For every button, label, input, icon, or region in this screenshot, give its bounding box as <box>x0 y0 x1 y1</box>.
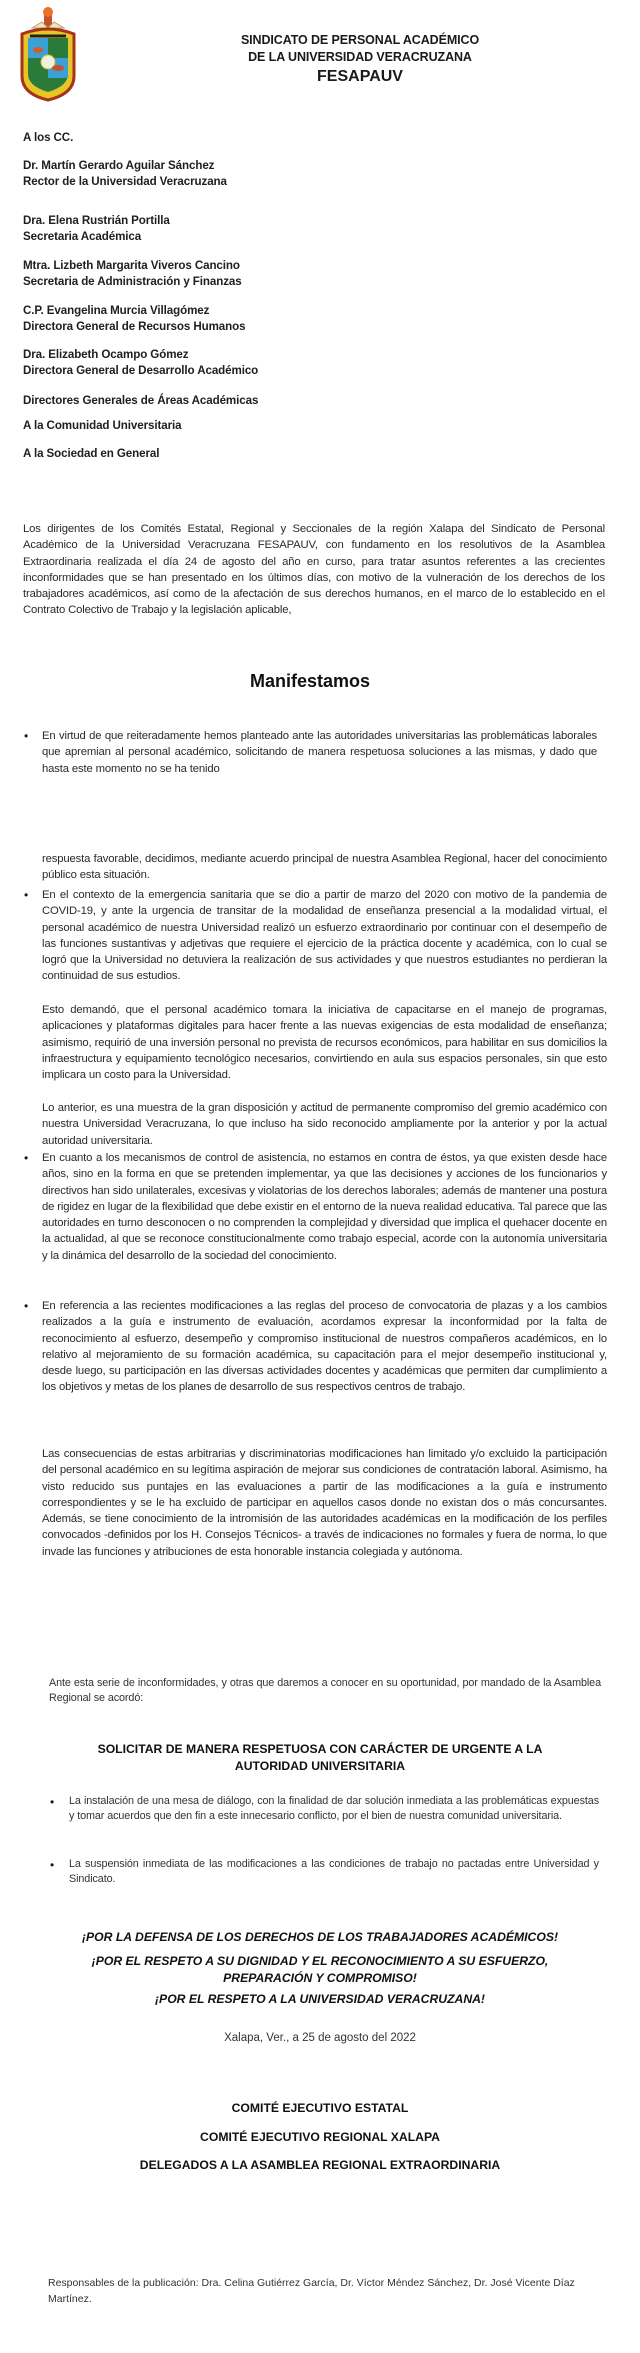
point-3: En cuanto a los mecanismos de control de asistencia, no estamos en contra de éstos, ya que existen desde hace años, sino en la forma en que se pretenden implementar, ya que las decisiones y acciones de los funcionarios y directivos han sido unilaterales, excesivas y violatorias de los derechos laborales; además de mantener una postura de rigidez en lugar de la flexibilidad que debe existir en el entorno de la nueva realidad educativa. Tal parece que las autoridades en turno desconocen o no comprenden la complejidad y diversidad que implica el quehacer docente en la actualidad, al que se reconoce constitucionalmente como trabajo especial, acorde con la autonomía universitaria y la dinámica del desarrollo de la sociedad del conocimiento. <box>42 1152 607 1262</box>
signatory-delegates: DELEGADOS A LA ASAMBLEA REGIONAL EXTRAORDINARIA <box>139 2158 501 2172</box>
addressee-title: Secretaria Académica <box>23 229 142 243</box>
union-name-line1: SINDICATO DE PERSONAL ACADÉMICO <box>240 33 480 47</box>
addressee-4 <box>23 303 245 334</box>
addressee-1 <box>23 158 227 189</box>
place-date: Xalapa, Ver., a 25 de agosto del 2022 <box>224 2032 416 2044</box>
slogan-2 <box>0 1953 640 1986</box>
addressee-name: Dra. Elena Rustrián Portilla <box>23 214 170 227</box>
document-header <box>150 32 570 88</box>
addressee-group-directors: Directores Generales de Áreas Académicas <box>23 394 259 407</box>
request-1: La instalación de una mesa de diálogo, con la finalidad de dar solución inmediata a las problemáticas expuestas y tomar acuerdos que den fin a este innecesario conflicto, por el bien de nuestra comunidad universitaria. <box>69 1795 599 1823</box>
point-2-conclusion: Lo anterior, es una muestra de la gran disposición y actitud de permanente compromiso del gremio académico con nuestra Universidad Veracruzana, lo que incluso ha sido reconocido ampliamente por la anterior y por la actual autoridad universitaria. <box>42 1102 607 1147</box>
addressee-group-society: A la Sociedad en General <box>23 447 160 460</box>
fesapauv-shield-icon <box>18 6 78 106</box>
point-1-part2: respuesta favorable, decidimos, mediante acuerdo principal de nuestra Asamblea Regional, hacer del conocimiento público esta situación. <box>42 853 607 882</box>
bullet-icon: • <box>50 1858 55 1872</box>
union-acronym: FESAPAUV <box>317 68 403 85</box>
addressee-title: Directora General de Desarrollo Académico <box>23 363 259 377</box>
addressee-3 <box>23 258 242 289</box>
addressee-group-community: A la Comunidad Universitaria <box>23 419 182 432</box>
addressee-name: C.P. Evangelina Murcia Villagómez <box>23 304 210 317</box>
bullet-icon: • <box>24 888 29 902</box>
addressee-title: Rector de la Universidad Veracruzana <box>23 174 227 188</box>
signatory-regional-committee: COMITÉ EJECUTIVO REGIONAL XALAPA <box>200 2130 440 2144</box>
addressee-intro: A los CC. <box>23 131 74 144</box>
point-1-part1: En virtud de que reiteradamente hemos planteado ante las autoridades universitarias las problemáticas laborales que apremian al personal académico, solicitando de manera respetuosa soluciones a las mismas, y dado que hasta este momento no se ha tenido <box>42 730 597 775</box>
point-4-consequences: Las consecuencias de estas arbitrarias y discriminatorias modificaciones han limitado y/o excluido la participación del personal académico en su legítima aspiración de mejorar sus condiciones de contratación laboral. Asimismo, ha visto reducido sus puntajes en las evaluaciones a partir de las modificaciones a la guía e instrumento correspondientes y se le ha excluido de participar en aquellos casos donde no existan dos o más concursantes. Además, se tiene conocimiento de la intromisión de las autoridades académicas en la modificación de los perfiles convocados -definidos por los H. Consejos Técnicos- a través de indicaciones no formales y fuera de norma, lo que invade las funciones y atribuciones de esta honorable instancia colegiada y autónoma. <box>42 1448 607 1558</box>
bullet-icon: • <box>50 1795 55 1809</box>
addressee-5 <box>23 347 258 378</box>
point-4: En referencia a las recientes modificaciones a las reglas del proceso de convocatoria de plazas y a los cambios realizados a la guía e instrumento de evaluación, acordamos expresar la inconformidad por la falta de reconocimiento al esfuerzo, desempeño y compromiso institucional de nuestros compañeros académicos, en lo relativo al mejoramiento de su formación académica, su capacitación para el mejor desempeño institucional y, desde luego, su participación en las diversas actividades docentes y académicas que permiten dar cumplimiento a los objetivos y metas de los planes de desarrollo de sus respectivos centros de trabajo. <box>42 1300 607 1394</box>
addressee-title: Secretaria de Administración y Finanzas <box>23 274 242 288</box>
union-name-line2: DE LA UNIVERSIDAD VERACRUZANA <box>248 50 472 64</box>
slogan-2-line1: ¡POR EL RESPETO A SU DIGNIDAD Y EL RECONOCIMIENTO A SU ESFUERZO, <box>91 1954 549 1968</box>
point-2-continuation: Esto demandó, que el personal académico tomara la iniciativa de capacitarse en el manejo de programas, aplicaciones y plataformas digitales para hacer frente a las nuevas exigencias de esta modalidad de enseñanza; asimismo, requirió de una inversión personal no prevista de recursos económicos, para habilitar en sus domicilios la infraestructura y equipamiento tecnológico necesarios, convirtiendo en aula sus espacios personales, sin que esto implicara un costo para la Universidad. <box>42 1004 607 1082</box>
publication-responsibles: Responsables de la publicación: Dra. Celina Gutiérrez García, Dr. Víctor Méndez Sánchez, Dr. José Vicente Díaz Martínez. <box>48 2277 575 2305</box>
union-shield-logo <box>18 6 78 106</box>
request-title-line2: AUTORIDAD UNIVERSITARIA <box>234 1758 406 1773</box>
addressee-2 <box>23 213 170 244</box>
bullet-icon: • <box>24 729 29 743</box>
section-title-manifestamos: Manifestamos <box>249 671 371 691</box>
resolution-intro: Ante esta serie de inconformidades, y otras que daremos a conocer en su oportunidad, por mandado de la Asamblea Regional se acordó: <box>49 1677 601 1705</box>
slogan-2-line2: PREPARACIÓN Y COMPROMISO! <box>223 1970 417 1985</box>
slogan-1: ¡POR LA DEFENSA DE LOS DERECHOS DE LOS TRABAJADORES ACADÉMICOS! <box>81 1930 559 1944</box>
intro-paragraph: Los dirigentes de los Comités Estatal, Regional y Seccionales de la región Xalapa del Sindicato de Personal Académico de la Universidad Veracruzana FESAPAUV, con fundamento en los resolutivos de la Asamblea Extraordinaria realizada el día 24 de agosto del año en curso, para tratar asuntos referentes a las crecientes inconformidades que se han presentado en los últimos días, con motivo de la vulneración de los derechos de los trabajadores académicos, así como de la afectación de sus derechos humanos, en el marco de lo establecido en el Contrato Colectivo de Trabajo y la legislación aplicable, <box>23 523 605 617</box>
bullet-icon: • <box>24 1151 29 1165</box>
request-2: La suspensión inmediata de las modificaciones a las condiciones de trabajo no pactadas entre Universidad y Sindicato. <box>69 1858 599 1886</box>
slogan-3: ¡POR EL RESPETO A LA UNIVERSIDAD VERACRUZANA! <box>155 1992 485 2006</box>
addressee-name: Mtra. Lizbeth Margarita Viveros Cancino <box>23 259 240 272</box>
signatory-state-committee: COMITÉ EJECUTIVO ESTATAL <box>231 2101 409 2115</box>
point-2: En el contexto de la emergencia sanitaria que se dio a partir de marzo del 2020 con motivo de la pandemia de COVID-19, y ante la urgencia de transitar de la modalidad de enseñanza presencial a la modalidad virtual, el personal académico de nuestra Universidad realizó un esfuerzo extraordinario por continuar con el desempeño de las funciones sustantivas y adjetivas que requiere el ejercicio de la práctica docente y académica, con lo cual se logró que la Universidad no detuviera la realización de sus actividades y que nuestros estudiantes no perdieran la continuidad de sus estudios. <box>42 889 607 983</box>
request-title <box>0 1741 640 1774</box>
addressee-title: Directora General de Recursos Humanos <box>23 319 246 333</box>
bullet-icon: • <box>24 1299 29 1313</box>
addressee-name: Dr. Martín Gerardo Aguilar Sánchez <box>23 159 215 172</box>
request-title-line1: SOLICITAR DE MANERA RESPETUOSA CON CARÁCTER DE URGENTE A LA <box>97 1742 543 1756</box>
addressee-name: Dra. Elizabeth Ocampo Gómez <box>23 348 189 361</box>
